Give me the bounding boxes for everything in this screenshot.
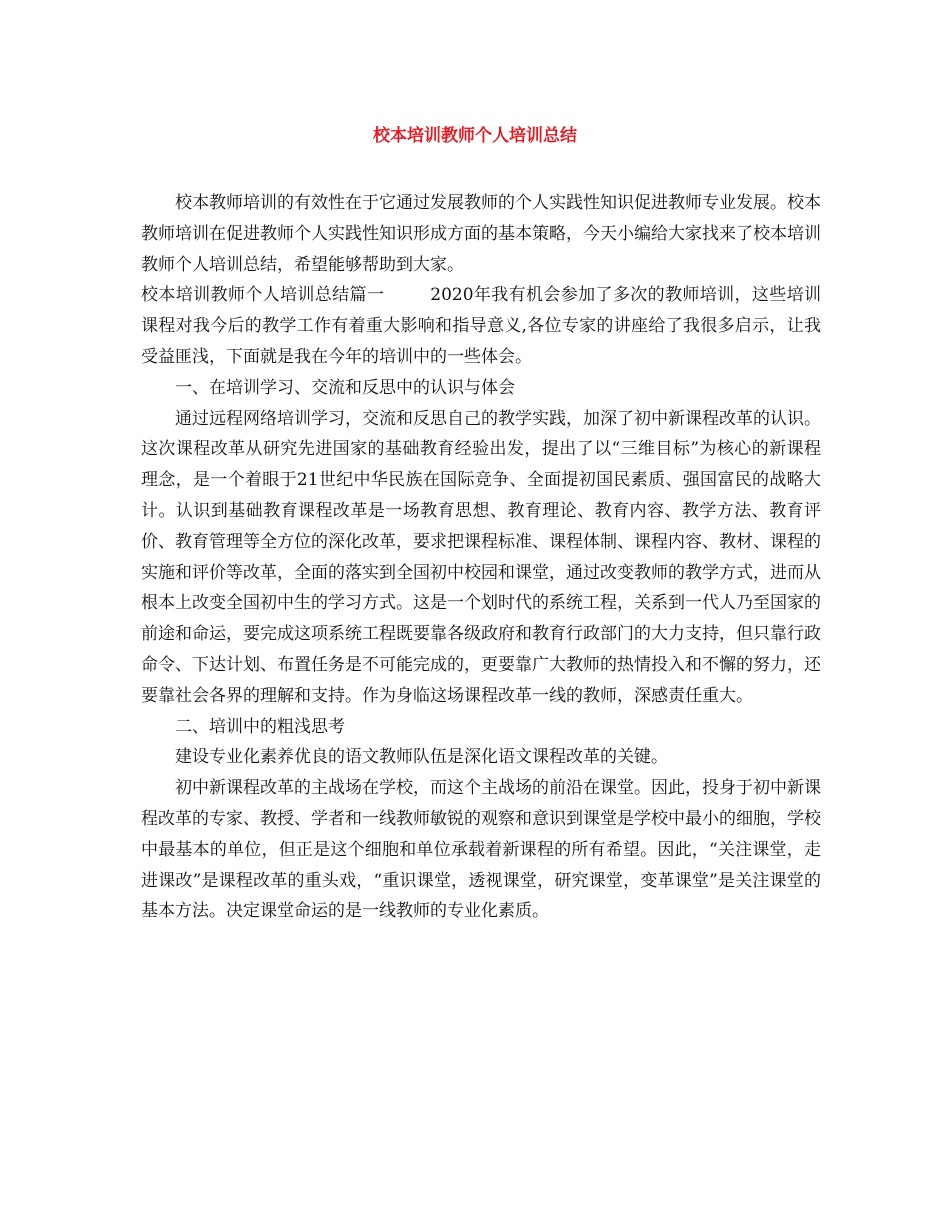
heading-one: 一、在培训学习、交流和反思中的认识与体会: [175, 377, 515, 398]
paragraph-three: 初中新课程改革的主战场在学校，而这个主战场的前沿在课堂。因此，投身于初中新课程改革的专家、教授、学者和一线教师敏锐的观察和意识到课堂是学校中最小的细胞，学校中最基本的单位，但正是这个细胞和单位承载着新课程的所有希望。因此，“关注课堂，走进课改”是课程改革的重头戏，“重识课堂，透视课堂，研究课堂，变革课堂”是关注课堂的基本方法。决定课堂命运的是一线教师的专业化素质。: [141, 778, 821, 922]
intro-paragraph: 校本教师培训的有效性在于它通过发展教师的个人实践性知识促进教师专业发展。校本教师培训在促进教师个人实践性知识形成方面的基本策略，今天小编给大家找来了校本培训教师个人培训总结，希望能够帮助到大家。: [141, 193, 821, 275]
paragraph-two: 建设专业化素养优良的语文教师队伍是深化语文课程改革的关键。: [175, 747, 668, 768]
document-body: [141, 188, 821, 927]
document-title: 校本培训教师个人培训总结: [373, 126, 577, 146]
paragraph-one: 通过远程网络培训学习，交流和反思自己的教学实践，加深了初中新课程改革的认识。这次课程改革从研究先进国家的基础教育经验出发，提出了以“三维目标”为核心的新课程理念，是一个着眼于21世纪中华民族在国际竞争、全面提初国民素质、强国富民的战略大计。认识到基础教育课程改革是一场教育思想、教育理论、教育内容、教学方法、教育评价、教育管理等全方位的深化改革，要求把课程标准、课程体制、课程内容、教材、课程的实施和评价等改革，全面的落实到全国初中校园和课堂，通过改变教师的教学方式，进而从根本上改变全国初中生的学习方式。这是一个划时代的系统工程，关系到一代人乃至国家的前途和命运，要完成这项系统工程既要靠各级政府和教育行政部门的大力支持，但只靠行政命令、下达计划、布置任务是不可能完成的，更要靠广大教师的热情投入和不懈的努力，还要靠社会各界的理解和支持。作为身临这场课程改革一线的教师，深感责任重大。: [141, 408, 821, 706]
heading-two: 二、培训中的粗浅思考: [175, 716, 345, 737]
section-label: 校本培训教师个人培训总结篇一: [141, 285, 385, 306]
section-paragraph: [141, 280, 821, 372]
section-text: 2020年我有机会参加了多次的教师培训，这些培训课程对我今后的教学工作有着重大影响和指导意义,各位专家的讲座给了我很多启示，让我受益匪浅，下面就是我在今年的培训中的一些体会。: [141, 285, 822, 367]
